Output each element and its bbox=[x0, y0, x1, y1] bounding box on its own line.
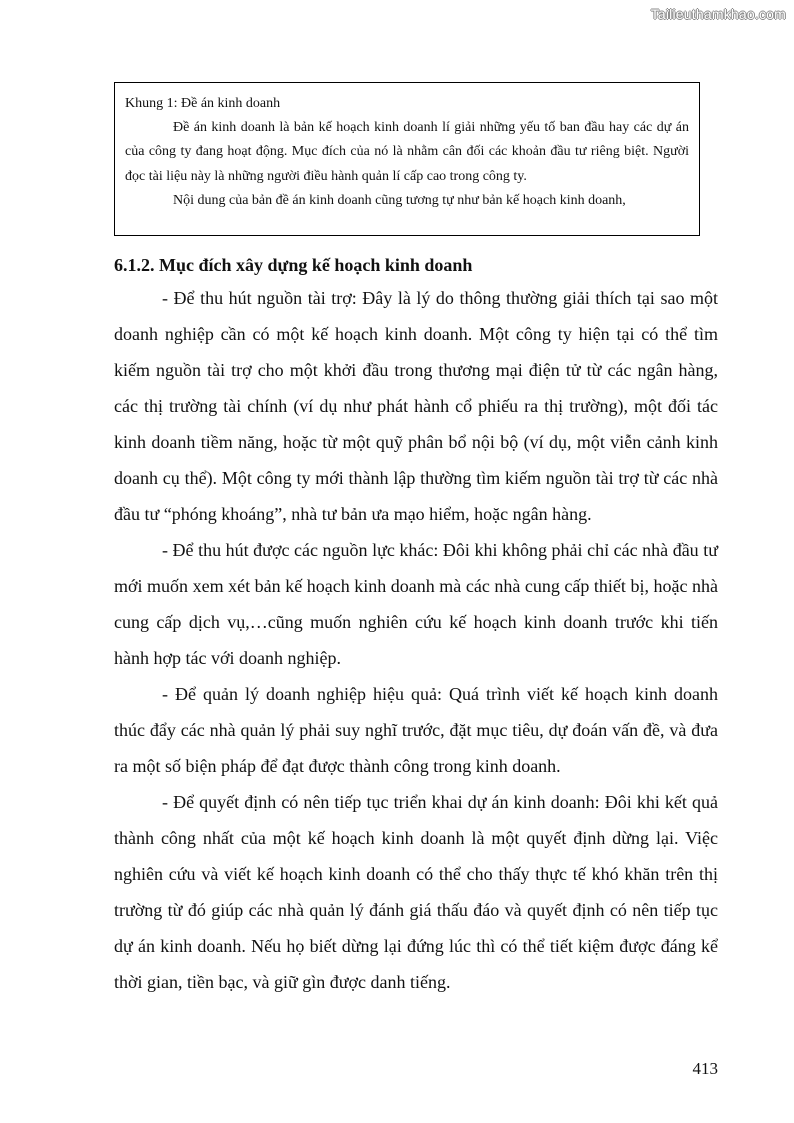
body-paragraph: - Để quyết định có nên tiếp tục triển khai dự án kinh doanh: Đôi khi kết quả thành công nhất của một kế hoạch kinh doanh là một quyết định dừng lại. Việc nghiên cứu và viết kế hoạch kinh doanh có thể cho thấy thực tế khó khăn trên thị trường từ đó giúp các nhà quản lý đánh giá thấu đáo và quyết định có nên tiếp tục dự án kinh doanh. Nếu họ biết dừng lại đứng lúc thì có thể tiết kiệm được đáng kể thời gian, tiền bạc, và giữ gìn được danh tiếng. bbox=[114, 792, 718, 992]
box-paragraph: Đề án kinh doanh là bản kế hoạch kinh doanh lí giải những yếu tố ban đầu hay các dự án của công ty đang hoạt động. Mục đích của nó là nhằm cân đối các khoản đầu tư riêng biệt. Người đọc tài liệu này là những người điều hành quản lí cấp cao trong công ty. bbox=[125, 120, 689, 184]
info-box bbox=[114, 82, 700, 236]
section-body bbox=[114, 280, 718, 1000]
section-heading: 6.1.2. Mục đích xây dựng kế hoạch kinh doanh bbox=[114, 255, 473, 275]
box-paragraph: Nội dung của bản đề án kinh doanh cũng tương tự như bản kế hoạch kinh doanh, bbox=[173, 192, 626, 208]
watermark-text: Tailieuthamkhao.com bbox=[650, 6, 786, 22]
box-title: Khung 1: Đề án kinh doanh bbox=[125, 96, 281, 111]
page-number: 413 bbox=[692, 1059, 718, 1078]
body-paragraph: - Để quản lý doanh nghiệp hiệu quả: Quá trình viết kế hoạch kinh doanh thúc đẩy các nhà quản lý phải suy nghĩ trước, đặt mục tiêu, dự đoán vấn đề, và đưa ra một số biện pháp để đạt được thành công trong kinh doanh. bbox=[114, 684, 718, 776]
body-paragraph: - Để thu hút được các nguồn lực khác: Đôi khi không phải chỉ các nhà đầu tư mới muốn xem xét bản kế hoạch kinh doanh mà các nhà cung cấp thiết bị, hoặc nhà cung cấp dịch vụ,…cũng muốn nghiên cứu kế hoạch kinh doanh trước khi tiến hành hợp tác với doanh nghiệp. bbox=[114, 540, 718, 668]
body-paragraph: - Để thu hút nguồn tài trợ: Đây là lý do thông thường giải thích tại sao một doanh nghiệp cần có một kế hoạch kinh doanh. Một công ty hiện tại có thể tìm kiếm nguồn tài trợ cho một khởi đầu trong thương mại điện tử từ các ngân hàng, các thị trường tài chính (ví dụ như phát hành cổ phiếu ra thị trường), một đối tác kinh doanh tiềm năng, hoặc từ một quỹ phân bổ nội bộ (ví dụ, một viễn cảnh kinh doanh cụ thể). Một công ty mới thành lập thường tìm kiếm nguồn tài trợ từ các nhà đầu tư “phóng khoáng”, nhà tư bản ưa mạo hiểm, hoặc ngân hàng. bbox=[114, 288, 718, 524]
